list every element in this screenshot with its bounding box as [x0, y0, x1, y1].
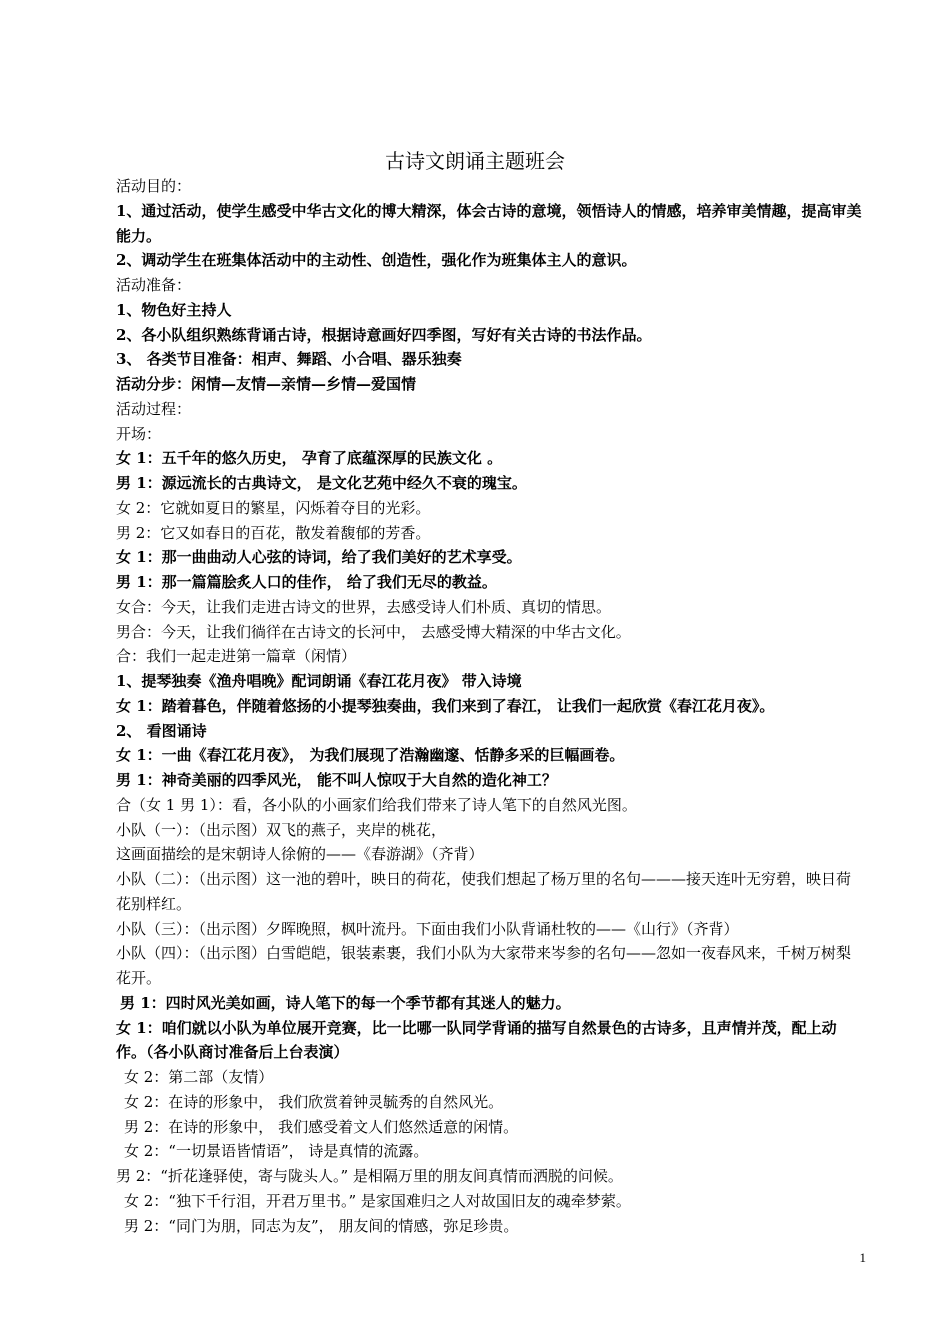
paragraph: 女 1：五千年的悠久历史， 孕育了底蕴深厚的民族文化 。	[116, 449, 503, 468]
paragraph: 1、物色好主持人	[116, 300, 232, 319]
paragraph: 1、通过活动，使学生感受中华古文化的博大精深，体会古诗的意境，领悟诗人的情感，培养审美情趣，提高审美能力。	[116, 201, 862, 245]
paragraph: 合（女 1 男 1）：看，各小队的小画家们给我们带来了诗人笔下的自然风光图。	[116, 795, 637, 814]
paragraph: 男 2：“同门为朋，同志为友”， 朋友间的情感，弥足珍贵。	[124, 1216, 519, 1235]
paragraph: 男 1：四时风光美如画，诗人笔下的每一个季节都有其迷人的魅力。	[120, 993, 571, 1012]
paragraph: 男 1：那一篇篇脍炙人口的佳作， 给了我们无尽的教益。	[116, 573, 497, 591]
paragraph: 女合：今天，让我们走进古诗文的世界，去感受诗人们朴质、真切的情思。	[116, 597, 612, 616]
paragraph: 2、调动学生在班集体活动中的主动性、创造性，强化作为班集体主人的意识。	[116, 251, 637, 270]
paragraph: 女 2：“独下千行泪，开君万里书。” 是家国难归之人对故国旧友的魂牵梦萦。	[124, 1191, 631, 1210]
paragraph: 2、各小队组织熟练背诵古诗，根据诗意画好四季图，写好有关古诗的书法作品。	[116, 325, 652, 344]
paragraph: 小队（二）：（出示图）这一池的碧叶，映日的荷花，使我们想起了杨万里的名句———接天连叶无穷碧，映日荷花别样红。	[116, 870, 852, 913]
paragraph: 男 1：源远流长的古典诗文， 是文化艺苑中经久不衰的瑰宝。	[116, 474, 527, 492]
paragraph: 小队（一）：（出示图）双飞的燕子，夹岸的桃花，	[116, 820, 447, 839]
paragraph: 开场：	[116, 424, 162, 443]
paragraph: 男 1：神奇美丽的四季风光， 能不叫人惊叹于大自然的造化神工？	[116, 771, 557, 789]
paragraph: 3、 各类节目准备：相声、舞蹈、小合唱、器乐独奏	[116, 350, 462, 369]
paragraph: 小队（四）：（出示图）白雪皑皑，银装素裹，我们小队为大家带来岑参的名句——忽如一夜春风来，千树万树梨花开。	[116, 944, 852, 987]
paragraph: 1、提琴独奏《渔舟唱晚》配词朗诵《春江花月夜》 带入诗境	[116, 672, 522, 690]
paragraph: 合：我们一起走进第一篇章（闲情）	[116, 647, 357, 666]
paragraph: 女 1：那一曲曲动人心弦的诗词，给了我们美好的艺术享受。	[116, 548, 522, 567]
paragraph: 这画面描绘的是宋朝诗人徐俯的——《春游湖》（齐背）	[116, 845, 484, 864]
paragraph: 活动目的：	[116, 177, 192, 195]
paragraph: 男合：今天，让我们徜徉在古诗文的长河中， 去感受博大精深的中华古文化。	[116, 622, 631, 641]
document-title: 古诗文朗诵主题班会	[385, 149, 565, 173]
paragraph: 女 2：它就如夏日的繁星，闪烁着夺目的光彩。	[116, 498, 431, 517]
document-body	[116, 174, 862, 1238]
paragraph: 女 2：第二部（友情）	[124, 1068, 274, 1086]
paragraph: 女 1：踏着暮色，伴随着悠扬的小提琴独奏曲，我们来到了春江， 让我们一起欣赏《春江花月夜》。	[116, 696, 775, 715]
paragraph: 女 1：一曲《春江花月夜》， 为我们展现了浩瀚幽邃、恬静多采的巨幅画卷。	[116, 746, 625, 765]
paragraph: 活动准备：	[116, 276, 192, 294]
paragraph: 活动过程：	[116, 399, 192, 418]
paragraph: 男 2：在诗的形象中， 我们感受着文人们悠然适意的闲情。	[124, 1117, 519, 1136]
paragraph: 活动分步：闲情—友情—亲情—乡情—爱国情	[116, 375, 417, 393]
paragraph: 男 2：“折花逢驿使，寄与陇头人。” 是相隔万里的朋友间真情而洒脱的问候。	[116, 1167, 623, 1185]
paragraph: 女 2：在诗的形象中， 我们欣赏着钟灵毓秀的自然风光。	[124, 1092, 504, 1111]
paragraph: 女 2：“一切景语皆情语”， 诗是真情的流露。	[124, 1142, 429, 1161]
paragraph: 小队（三）：（出示图）夕晖晚照，枫叶流丹。下面由我们小队背诵杜牧的——《山行》（齐背）	[116, 919, 739, 938]
page-number: 1	[859, 1250, 866, 1265]
paragraph: 男 2：它又如春日的百花，散发着馥郁的芳香。	[116, 523, 431, 542]
paragraph: 女 1：咱们就以小队为单位展开竞赛，比一比哪一队同学背诵的描写自然景色的古诗多，且声情并茂，配上动作。（各小队商讨准备后上台表演）	[116, 1018, 837, 1062]
paragraph: 2、 看图诵诗	[116, 721, 207, 740]
